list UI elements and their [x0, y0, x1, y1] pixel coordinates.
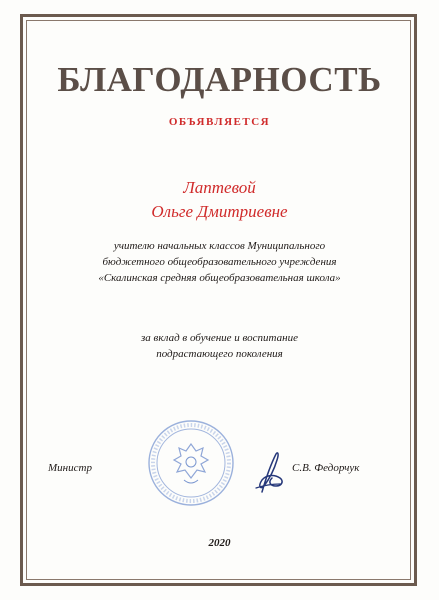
recipient-name: Ольге Дмитриевне: [151, 202, 288, 221]
certificate-subtitle: ОБЪЯВЛЯЕТСЯ: [168, 116, 271, 128]
certificate-title: БЛАГОДАРНОСТЬ: [57, 60, 382, 99]
position-line-3: «Скалинская средняя общеобразовательная школа»: [98, 272, 341, 284]
recipient-surname: Лаптевой: [183, 178, 256, 197]
reason-line-2: подрастающего поколения: [156, 348, 283, 360]
official-seal-icon: [146, 418, 236, 508]
signer-name: С.В. Федорчук: [292, 462, 360, 474]
certificate-year: 2020: [208, 537, 231, 549]
signature-icon: [248, 448, 292, 496]
position-line-1: учителю начальных классов Муниципального: [113, 240, 326, 252]
position-line-2: бюджетного общеобразовательного учреждения: [102, 256, 337, 268]
reason-line-1: за вклад в обучение и воспитание: [141, 332, 298, 344]
signer-title: Министр: [48, 462, 92, 474]
